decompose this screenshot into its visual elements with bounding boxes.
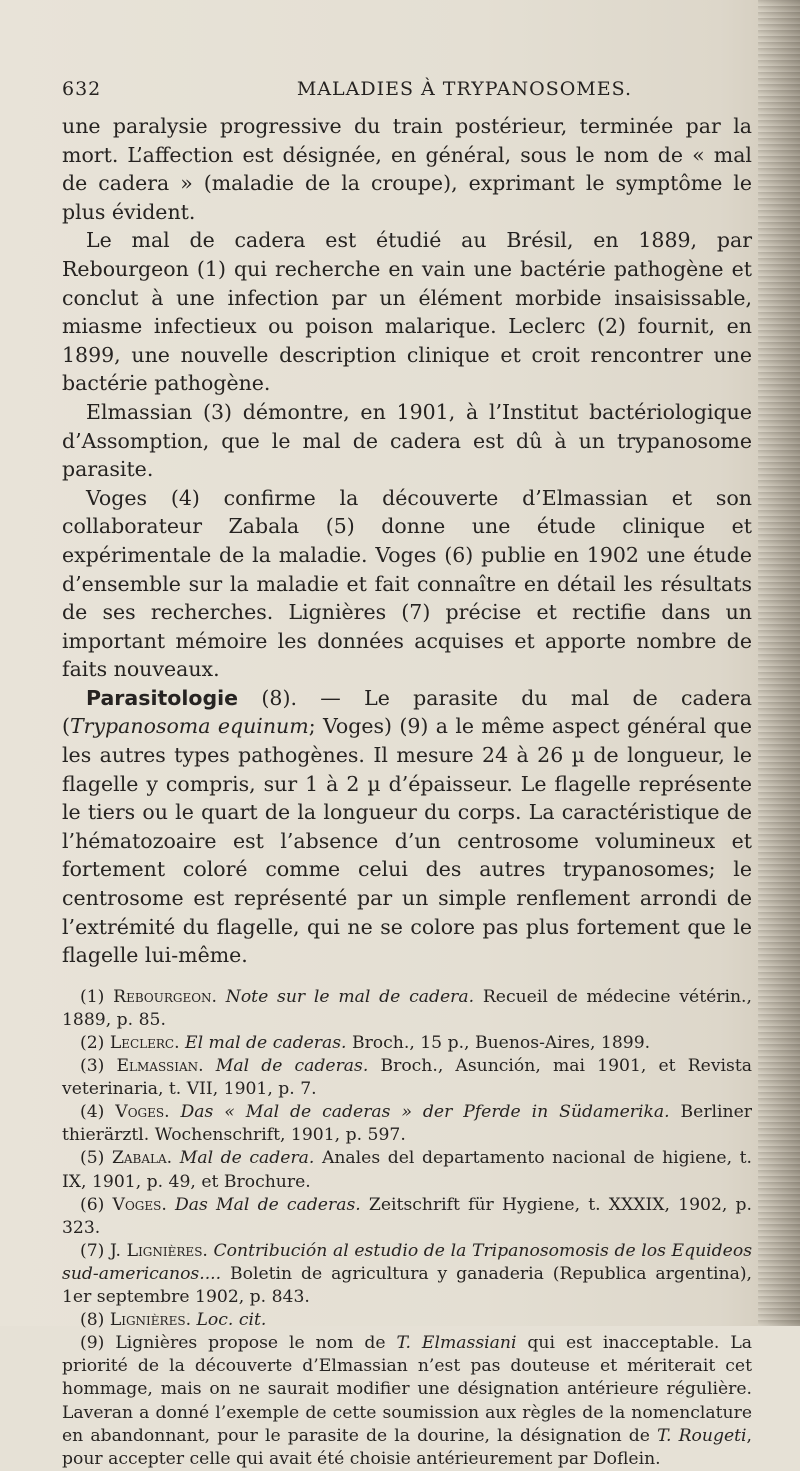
footnote-text: , pour accepter celle qui avait été choisie antérieurement par Doflein. [62,1425,752,1469]
footnote-number: (6) [80,1194,113,1215]
footnote-number: (5) [80,1148,112,1169]
footnote-number: (3) [80,1056,117,1077]
footnote-source: Broch., Asunción, mai 1901, et Revista veterinaria, t. VII, 1901, p. 7. [62,1056,753,1100]
paragraph-4: Voges (4) confirme la découverte d’Elmassian et son collaborateur Zabala (5) donne une étude clinique et expérimentale de la maladie. Voges (6) publie en 1902 une étude d’ensemble sur la maladie et fait connaître en détail les résultats de ses recherches. Lignières (7) précise et rectifie dans un important mémoire les données acquises et apporte nombre de faits nouveaux. [62,485,752,682]
paragraph-1: une paralysie progressive du train postérieur, terminée par la mort. L’affection est désignée, en général, sous le nom de « mal de cadera » (maladie de la croupe), exprimant le symptôme le plus évident. [62,114,752,224]
footnote-title: Mal de caderas. [203,1056,369,1077]
footnote-author: J. Lignières. [110,1240,208,1261]
footnote-author: Voges. [112,1194,167,1215]
footnote-number: (1) [80,986,114,1007]
footnote-source: Boletin de agricultura y ganaderia (Republica argentina), 1er septembre 1902, p. 843. [62,1263,752,1308]
footnotes [62,986,752,1471]
species-name: T. Rougeti [657,1425,747,1446]
footnote-source: Recueil de médecine vétérin., 1889, p. 85. [62,986,752,1030]
footnote-8 [62,1309,752,1332]
footnote-title: Contribución al estudio de la Tripanosomosis de los Equideos sud-americanos.... [62,1240,753,1284]
footnote-text: (9) Lignières propose le nom de [80,1333,397,1354]
species-name: T. Elmassiani [396,1333,517,1354]
footnote-5 [62,1147,752,1193]
footnote-number: (2) [80,1033,110,1053]
page-number: 632 [62,78,102,100]
footnote-author: Voges. [115,1102,170,1123]
footnote-title: El mal de caderas. [179,1033,347,1053]
page-edge-shadow [758,0,800,1326]
footnote-9 [62,1332,752,1471]
footnote-author: Lignières. [109,1310,192,1331]
footnote-title: Das « Mal de caderas » der Pferde in Südamerika. [169,1102,670,1123]
running-header [62,78,752,112]
footnote-1 [62,986,752,1032]
footnote-2 [62,1032,752,1055]
species-name: Trypanosoma equinum [70,714,309,739]
footnote-4 [62,1101,752,1147]
footnote-title: Loc. cit. [191,1310,267,1331]
footnote-7 [62,1240,752,1309]
footnote-author: Zabala. [111,1148,173,1169]
paragraph-2: Le mal de cadera est étudié au Brésil, en 1889, par Rebourgeon (1) qui recherche en vain une bactérie pathogène et conclut à une infection par un élément morbide insaisissable, miasme infectieux ou poison malarique. Leclerc (2) fournit, en 1899, une nouvelle description clinique et croit rencontrer une bactérie pathogène. [62,228,752,396]
section-ref: (8). — Le parasite du mal de cadera ( [62,685,752,739]
running-title: MALADIES À TRYPANOSOMES. [296,78,632,100]
page-content [62,78,752,1471]
footnote-number: (4) [80,1102,116,1123]
body-text [62,112,752,970]
footnote-text: qui est inacceptable. La priorité de la découverte d’Elmassian n’est pas douteuse et mériterait cet hommage, mais on ne saurait modifier une désignation antérieure régulière. Laveran a donné l’exemple de cette soumission aux règles de la nomenclature en abandonnant, pour le parasite de la dourine, la désignation de [62,1333,753,1446]
footnote-title: Note sur le mal de cadera. [217,986,475,1007]
footnote-title: Das Mal de caderas. [166,1194,361,1215]
footnote-6 [62,1194,752,1240]
footnote-author: Rebourgeon. [113,986,218,1007]
footnote-number: (8) [80,1310,110,1331]
footnote-number: (7) [80,1240,110,1261]
footnote-source: Zeitschrift für Hygiene, t. XXXIX, 1902, p. 323. [62,1194,753,1238]
section-text: ; Voges) (9) a le même aspect général que les autres types pathogènes. Il mesure 24 à 26 µ de longueur, le flagelle y compris, sur 1 à 2 µ d’épaisseur. Le flagelle représente le tiers ou le quart de la longueur du corps. La caractéristique de l’hématozoaire est l’absence d’un centrosome volumineux et fortement coloré comme celui des autres trypanosomes; le centrosome est représenté par un simple renflement arrondi de l’extrémité du flagelle, qui ne se colore pas plus fortement que le flagelle lui-même. [62,714,753,968]
footnote-author: Elmassian. [116,1056,204,1077]
footnote-author: Leclerc. [109,1033,180,1053]
footnote-3 [62,1055,752,1101]
footnote-source: Anales del departamento nacional de higiene, t. IX, 1901, p. 49, et Brochure. [62,1148,752,1192]
footnote-source: Broch., 15 p., Buenos-Aires, 1899. [346,1033,651,1053]
paragraph-3: Elmassian (3) démontre, en 1901, à l’Institut bactériologique d’Assomption, que le mal de cadera est dû à un trypanosome parasite. [62,399,752,482]
footnote-title: Mal de cadera. [172,1148,315,1169]
section-heading: Parasitologie [86,685,239,710]
parasitologie-paragraph [62,684,752,970]
footnote-source: Berliner thierärztl. Wochenschrift, 1901, p. 597. [62,1102,752,1146]
